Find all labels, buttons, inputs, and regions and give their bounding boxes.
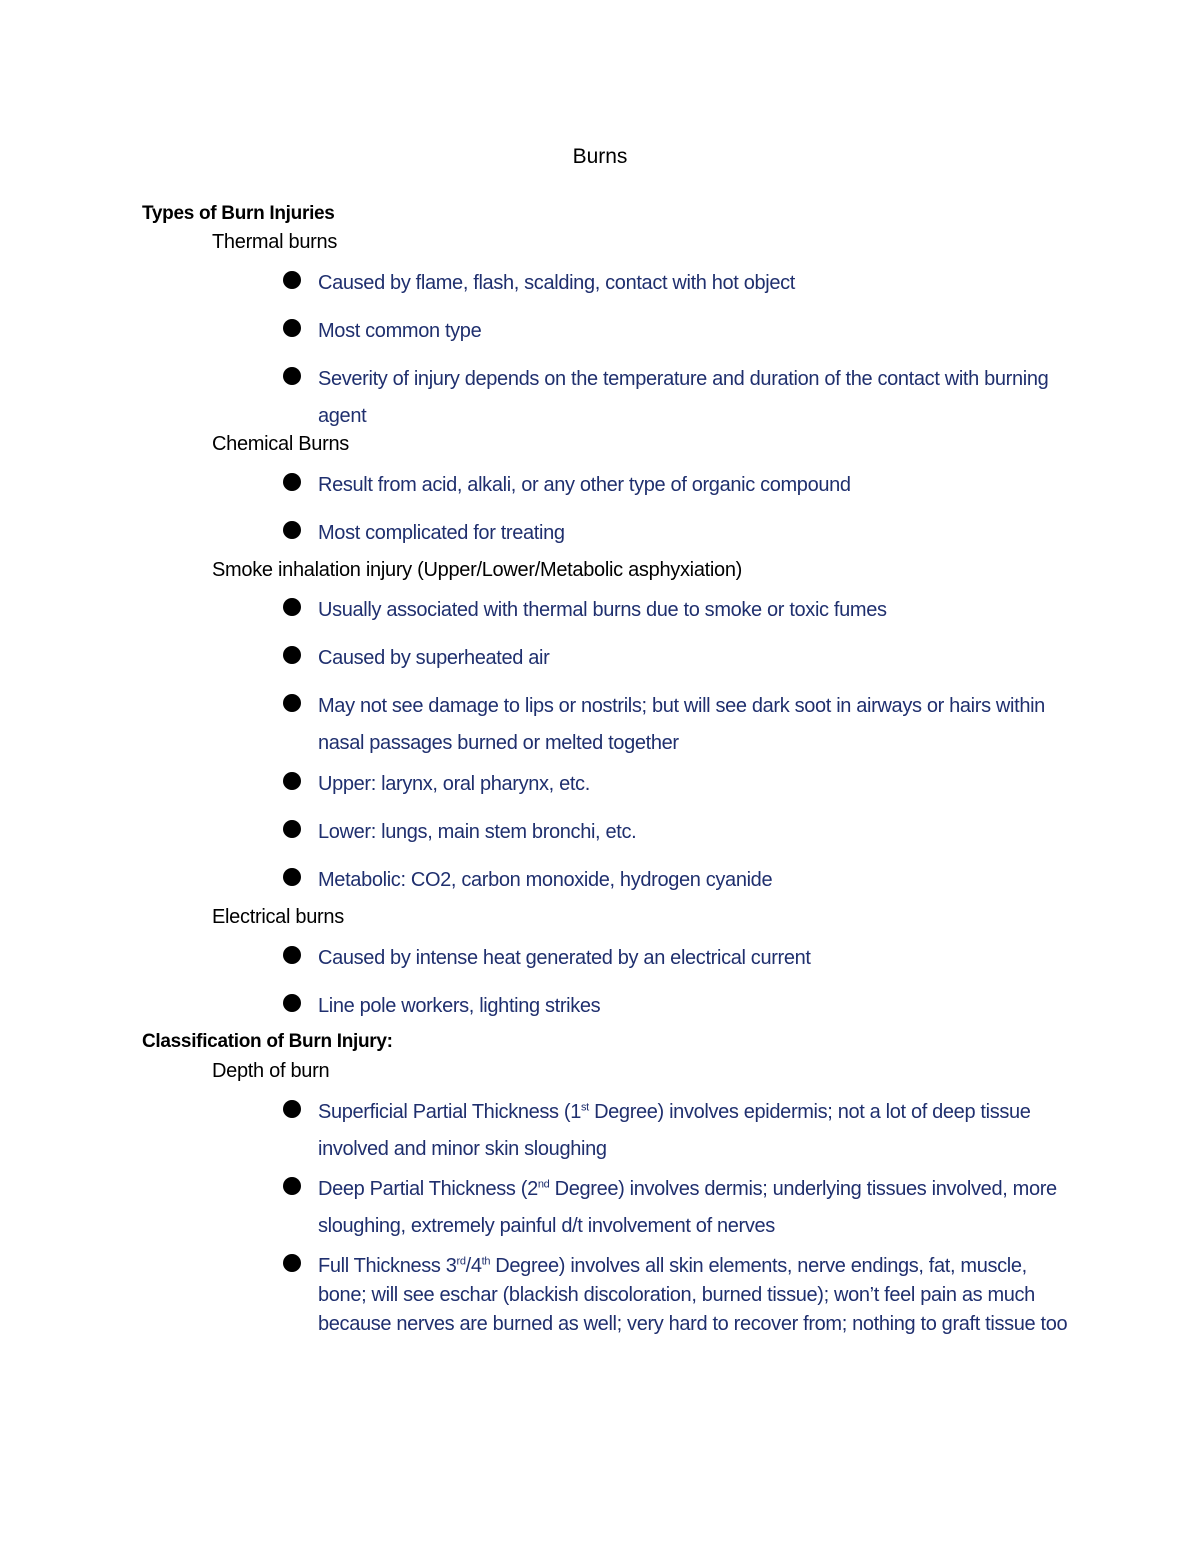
bullet-icon xyxy=(283,319,301,337)
bullet-icon xyxy=(283,473,301,491)
degree-label: Superficial Partial Thickness (1st Degree) xyxy=(318,1101,664,1123)
bullet-text: Line pole workers, lighting strikes xyxy=(318,995,601,1017)
bullet-text: Caused by intense heat generated by an electrical current xyxy=(318,947,811,969)
bullet-text: Usually associated with thermal burns due to smoke or toxic fumes xyxy=(318,599,887,621)
bullet-icon xyxy=(283,367,301,385)
bullet-icon xyxy=(283,646,301,664)
bullet-text: Caused by superheated air xyxy=(318,647,550,669)
bullet-text: Caused by flame, flash, scalding, contact with hot object xyxy=(318,272,795,294)
degree-description: involves all skin elements, nerve endings, fat, muscle, bone; will see eschar (blackish discoloration, burned tissue); won’t feel pain as much because nerves are burned as well; very hard to recover from; nothing to graft tissue too xyxy=(318,1255,1068,1335)
subheading-electrical: Electrical burns xyxy=(212,906,344,928)
bullet-text: Most complicated for treating xyxy=(318,522,565,544)
bullet-text: Most common type xyxy=(318,320,482,342)
bullet-text: Result from acid, alkali, or any other type of organic compound xyxy=(318,474,851,496)
page-title: Burns xyxy=(572,145,628,168)
bullet-icon xyxy=(283,1100,301,1118)
bullet-text: Upper: larynx, oral pharynx, etc. xyxy=(318,773,590,795)
subheading-smoke: Smoke inhalation injury (Upper/Lower/Metabolic asphyxiation) xyxy=(212,559,743,581)
bullet-icon xyxy=(283,598,301,616)
degree-label: Full Thickness 3rd/4th Degree) xyxy=(318,1255,566,1277)
degree-label: Deep Partial Thickness (2nd Degree) xyxy=(318,1178,625,1200)
bullet-icon xyxy=(283,271,301,289)
section-heading-types: Types of Burn Injuries xyxy=(142,203,335,224)
section-heading-classification: Classification of Burn Injury: xyxy=(142,1031,393,1052)
degree-description: involves dermis; underlying tissues involved, more sloughing, extremely painful d/t involvement of nerves xyxy=(318,1178,1057,1237)
bullet-text: Lower: lungs, main stem bronchi, etc. xyxy=(318,821,637,843)
bullet-icon xyxy=(283,946,301,964)
bullet-icon xyxy=(283,694,301,712)
subheading-depth: Depth of burn xyxy=(212,1060,330,1082)
bullet-icon xyxy=(283,772,301,790)
bullet-icon xyxy=(283,994,301,1012)
bullet-icon xyxy=(283,1254,301,1272)
bullet-text: Severity of injury depends on the temperature and duration of the contact with burning agent xyxy=(318,368,1049,427)
bullet-icon xyxy=(283,521,301,539)
bullet-text xyxy=(318,1171,1073,1245)
bullet-icon xyxy=(283,1177,301,1195)
bullet-icon xyxy=(283,868,301,886)
bullet-icon xyxy=(283,820,301,838)
bullet-text xyxy=(318,1094,1073,1168)
bullet-text: Metabolic: CO2, carbon monoxide, hydrogen cyanide xyxy=(318,869,773,891)
subheading-thermal: Thermal burns xyxy=(212,231,338,253)
subheading-chemical: Chemical Burns xyxy=(212,433,349,455)
bullet-text: May not see damage to lips or nostrils; but will see dark soot in airways or hairs within nasal passages burned or melted together xyxy=(318,695,1045,754)
bullet-text xyxy=(318,1252,1073,1339)
degree-description: involves epidermis; not a lot of deep tissue involved and minor skin sloughing xyxy=(318,1101,1031,1160)
